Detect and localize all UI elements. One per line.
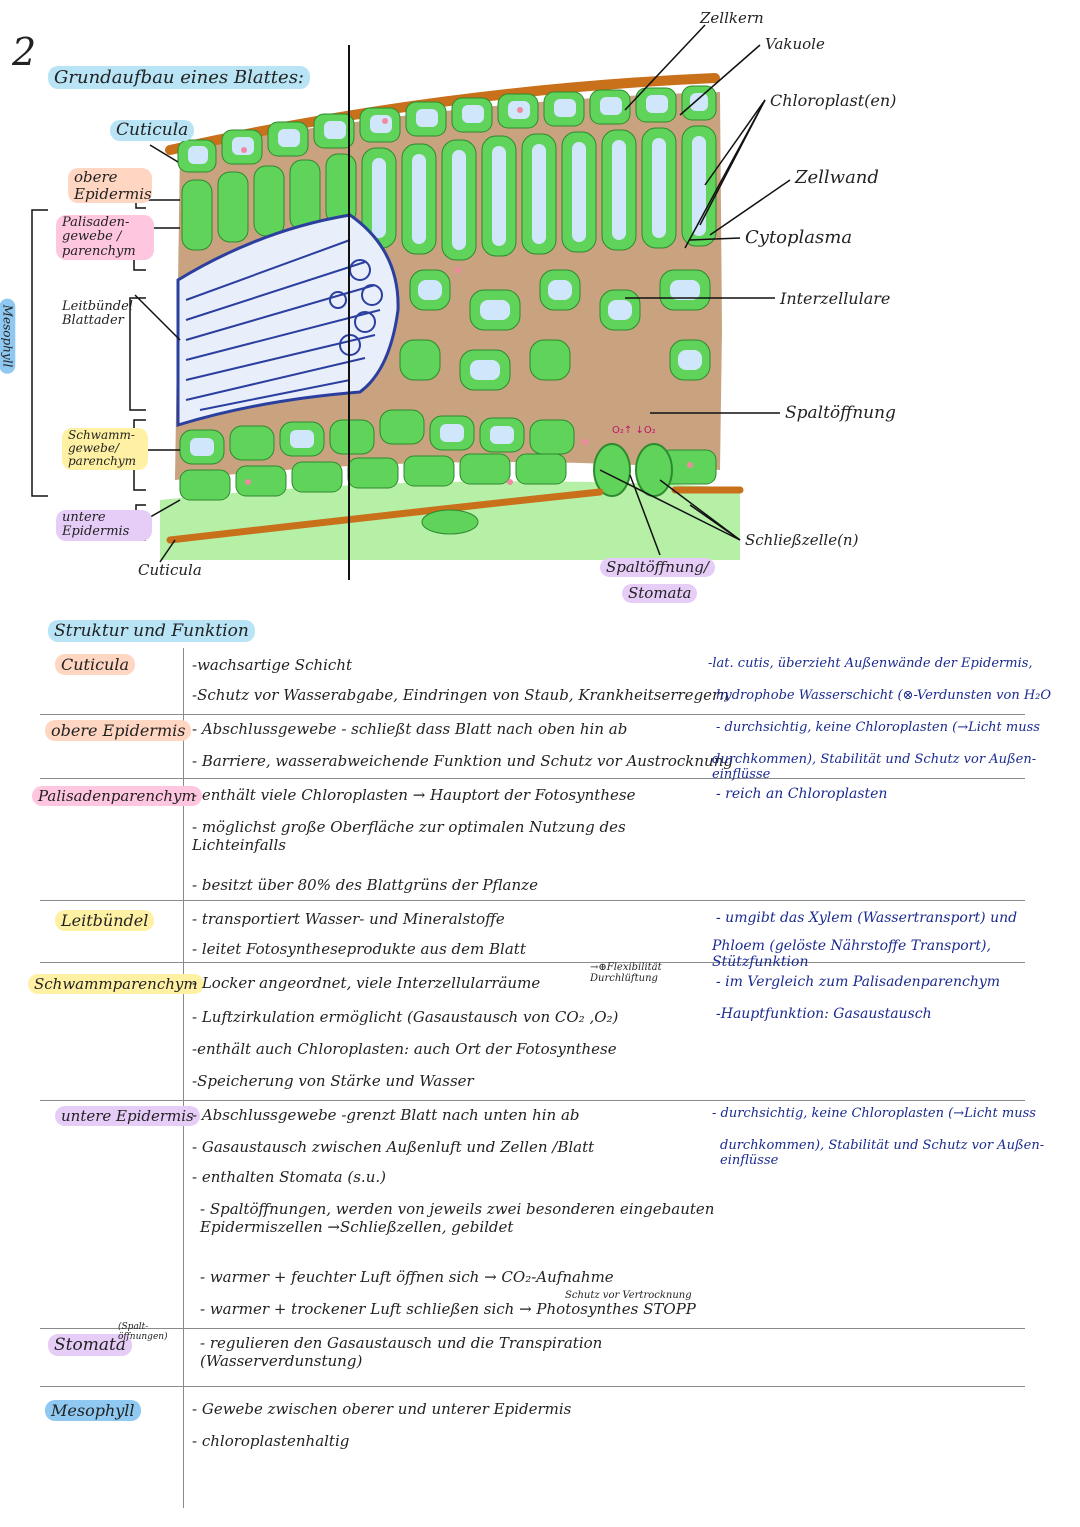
row-item: - besitzt über 80% des Blattgrüns der Pflanze bbox=[192, 876, 538, 894]
label-stomata: Stomata bbox=[622, 584, 697, 603]
label-untere-epidermis: untere Epidermis bbox=[56, 510, 152, 541]
label-zellwand: Zellwand bbox=[795, 167, 879, 188]
row-name-obere-epidermis: obere Epidermis bbox=[45, 720, 191, 741]
label-spaltoeffnung-bottom: Spaltöffnung/ bbox=[600, 558, 715, 577]
row-note: - durchsichtig, keine Chloroplasten (→Licht muss bbox=[716, 720, 1040, 735]
row-name-schwammparenchym: Schwammparenchym bbox=[28, 974, 204, 994]
row-note: - durchsichtig, keine Chloroplasten (→Licht muss bbox=[712, 1106, 1036, 1121]
row-name-stomata: Stomata bbox=[48, 1334, 132, 1356]
row-item: - leitet Fotosyntheseprodukte aus dem Blatt bbox=[192, 940, 526, 958]
table-divider bbox=[183, 648, 184, 1508]
label-cuticula-top: Cuticula bbox=[110, 120, 194, 141]
row-note: Phloem (gelöste Nährstoffe Transport), Stützfunktion bbox=[712, 938, 991, 970]
row-item: - transportiert Wasser- und Mineralstoffe bbox=[192, 910, 505, 928]
row-item: -enthält auch Chloroplasten: auch Ort der Fotosynthese bbox=[192, 1040, 617, 1058]
diagram-title: Grundaufbau eines Blattes: bbox=[48, 66, 310, 89]
label-mesophyll-vertical: Mesophyll bbox=[0, 299, 15, 374]
row-item: - Abschlussgewebe -grenzt Blatt nach unten hin ab bbox=[192, 1106, 580, 1124]
label-vakuole: Vakuole bbox=[765, 35, 825, 53]
row-name-untere-epidermis: untere Epidermis bbox=[55, 1106, 200, 1126]
row-note: durchkommen), Stabilität und Schutz vor Außen-einflüsse bbox=[720, 1138, 1045, 1168]
row-note: - reich an Chloroplasten bbox=[716, 786, 888, 802]
row-aside: →⊕Flexibilität Durchlüftung bbox=[590, 962, 662, 984]
label-cuticula-bottom: Cuticula bbox=[138, 561, 202, 579]
row-item: - Spaltöffnungen, werden von jeweils zwei besonderen eingebauten Epidermiszellen →Schließzellen, gebildet bbox=[200, 1200, 715, 1236]
label-interzellulare: Interzellulare bbox=[780, 289, 891, 308]
label-schliesszelle: Schließzelle(n) bbox=[745, 531, 859, 549]
row-item: - warmer + feuchter Luft öffnen sich → CO₂-Aufnahme bbox=[200, 1268, 614, 1286]
label-spaltoeffnung-right: Spaltöffnung bbox=[785, 403, 896, 423]
row-note: durchkommen), Stabilität und Schutz vor Außen-einflüsse bbox=[712, 752, 1037, 782]
row-item: - enthält viele Chloroplasten → Hauptort der Fotosynthese bbox=[192, 786, 636, 804]
label-schwamm: Schwamm-gewebe/ parenchym bbox=[62, 428, 148, 470]
row-note: -Hauptfunktion: Gasaustausch bbox=[716, 1006, 932, 1022]
row-note: hydrophobe Wasserschicht (⊗-Verdunsten von H₂O bbox=[716, 688, 1052, 703]
row-item: - warmer + trockener Luft schließen sich → Photosynthes STOPP bbox=[200, 1300, 696, 1318]
row-note: - umgibt das Xylem (Wassertransport) und bbox=[716, 910, 1018, 926]
row-item: - Abschlussgewebe - schließt dass Blatt nach oben hin ab bbox=[192, 720, 628, 738]
row-name-cuticula: Cuticula bbox=[55, 654, 135, 675]
row-item: - möglichst große Oberfläche zur optimalen Nutzung des Lichteinfalls bbox=[192, 818, 626, 854]
small-vein bbox=[422, 510, 478, 534]
label-chloroplast: Chloroplast(en) bbox=[770, 91, 897, 110]
leaf-cross-section-diagram bbox=[0, 0, 1080, 620]
row-item: - enthalten Stomata (s.u.) bbox=[192, 1168, 386, 1186]
row-item: - Gasaustausch zwischen Außenluft und Zellen /Blatt bbox=[192, 1138, 595, 1156]
label-obere-epidermis: obere Epidermis bbox=[68, 168, 152, 203]
row-item: - Luftzirkulation ermöglicht (Gasaustausch von CO₂ ,O₂) bbox=[192, 1008, 619, 1026]
row-item: - regulieren den Gasaustausch und die Transpiration (Wasserverdunstung) bbox=[200, 1334, 603, 1370]
row-aside: Schutz vor Vertrocknung bbox=[565, 1290, 692, 1301]
label-palisaden: Palisaden-gewebe / parenchym bbox=[56, 215, 154, 260]
label-leitbuendel: Leitbündel Blattader bbox=[62, 299, 133, 329]
row-name-mesophyll: Mesophyll bbox=[45, 1400, 141, 1421]
row-item: -Speicherung von Stärke und Wasser bbox=[192, 1072, 474, 1090]
row-separator bbox=[40, 714, 1025, 715]
row-separator bbox=[40, 900, 1025, 901]
row-item: -wachsartige Schicht bbox=[192, 656, 353, 674]
row-separator bbox=[40, 1328, 1025, 1329]
row-separator bbox=[40, 1100, 1025, 1101]
label-zellkern: Zellkern bbox=[700, 9, 764, 27]
row-item: - Locker angeordnet, viele Interzellularräume bbox=[192, 974, 541, 992]
row-note: - im Vergleich zum Palisadenparenchym bbox=[716, 974, 1001, 990]
row-item: - Gewebe zwischen oberer und unterer Epidermis bbox=[192, 1400, 572, 1418]
row-separator bbox=[40, 1386, 1025, 1387]
row-note: -lat. cutis, überzieht Außenwände der Epidermis, bbox=[708, 656, 1033, 671]
page-number: 2 bbox=[12, 30, 37, 74]
label-gas-exchange: O₂↑ ↓O₂ bbox=[612, 425, 656, 436]
label-cytoplasma: Cytoplasma bbox=[745, 227, 853, 248]
section-title: Struktur und Funktion bbox=[48, 620, 255, 642]
row-item: -Schutz vor Wasserabgabe, Eindringen von Staub, Krankheitserregern bbox=[192, 686, 729, 704]
row-name-small: (Spalt-öffnungen) bbox=[118, 1322, 168, 1342]
row-name-leitbuendel: Leitbündel bbox=[55, 910, 154, 931]
row-item: - Barriere, wasserabweichende Funktion und Schutz vor Austrocknung bbox=[192, 752, 733, 770]
row-name-palisadenparenchym: Palisadenparenchym bbox=[32, 786, 202, 806]
row-item: - chloroplastenhaltig bbox=[192, 1432, 350, 1450]
